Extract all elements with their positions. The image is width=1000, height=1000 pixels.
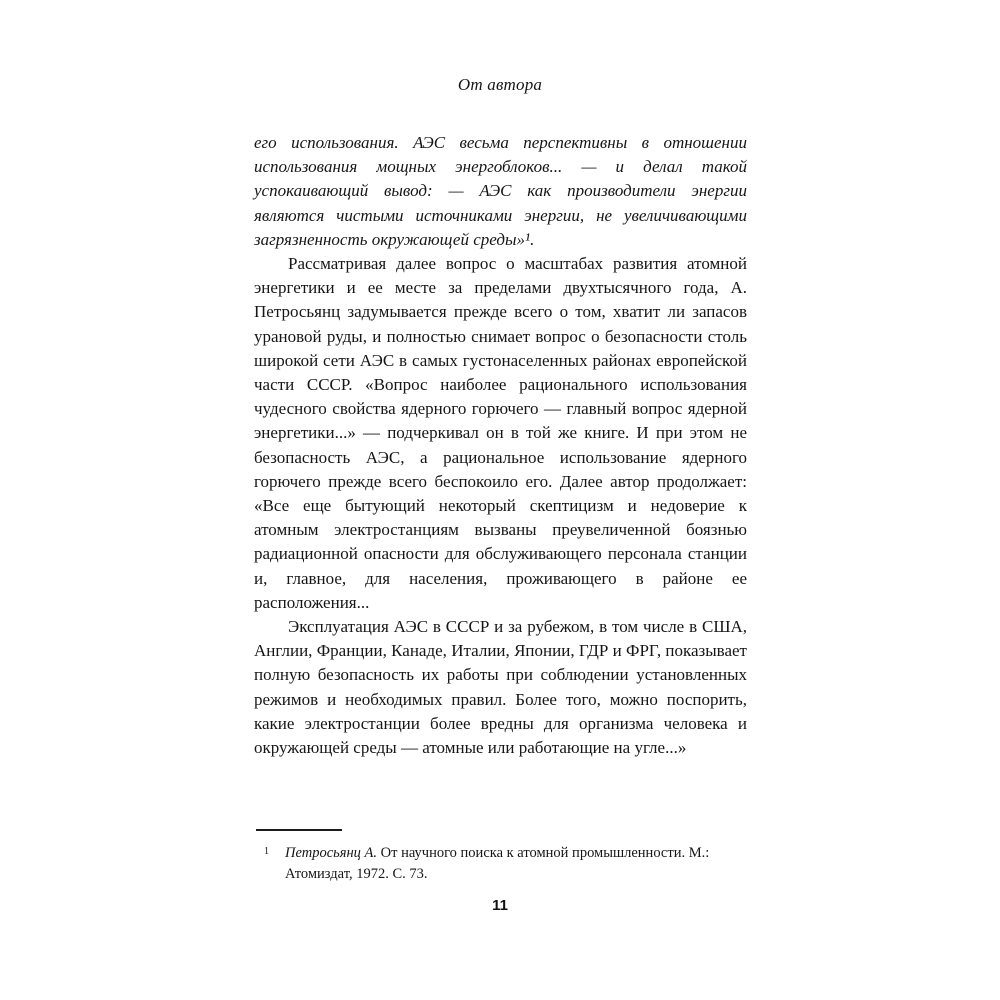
- paragraph: его использования. АЭС весьма перспективны в отношении использования мощных энергоблоков... — и делал такой успокаивающий вывод: — АЭС как производители энергии являются чистыми источниками энергии, не увеличивающими загрязненность окружающей среды»¹.: [254, 133, 747, 249]
- paragraph: Эксплуатация АЭС в СССР и за рубежом, в том числе в США, Англии, Франции, Канаде, Италии, Японии, ГДР и ФРГ, показывает полную безопасность их работы при соблюдении установленных режимов и необходимых правил. Более того, можно поспорить, какие электростанции более вредны для организма человека и окружающей среды — атомные или работающие на угле...»: [254, 617, 747, 758]
- running-head: От автора: [457, 75, 543, 94]
- body-text: [254, 131, 747, 760]
- footnote-text: От научного поиска к атомной промышленности. М.: Атомиздат, 1972. С. 73.: [285, 845, 710, 882]
- footnote-marker: 1: [264, 846, 269, 857]
- footnote-author: Петросьянц А.: [285, 845, 378, 861]
- footnote-separator: [256, 829, 342, 831]
- page-number: 11: [492, 897, 508, 914]
- footnote: [256, 843, 748, 885]
- paragraph: Рассматривая далее вопрос о масштабах развития атомной энергетики и ее месте за пределами двухтысячного года, А. Петросьянц задумывается прежде всего о том, хватит ли запасов урановой руды, и полностью снимает вопрос о безопасности столь широкой сети АЭС в самых густонаселенных районах европейской части СССР. «Вопрос наиболее рационального использования чудесного свойства ядерного горючего — главный вопрос ядерной энергетики...» — подчеркивал он в той же книге. И при этом не безопасность АЭС, а рациональное использование ядерного горючего прежде всего беспокоило его. Далее автор продолжает: «Все еще бытующий некоторый скептицизм и недоверие к атомным электростанциям вызваны преувеличенной боязнью радиационной опасности для обслуживающего персонала станции и, главное, для населения, проживающего в районе ее расположения...: [254, 254, 747, 612]
